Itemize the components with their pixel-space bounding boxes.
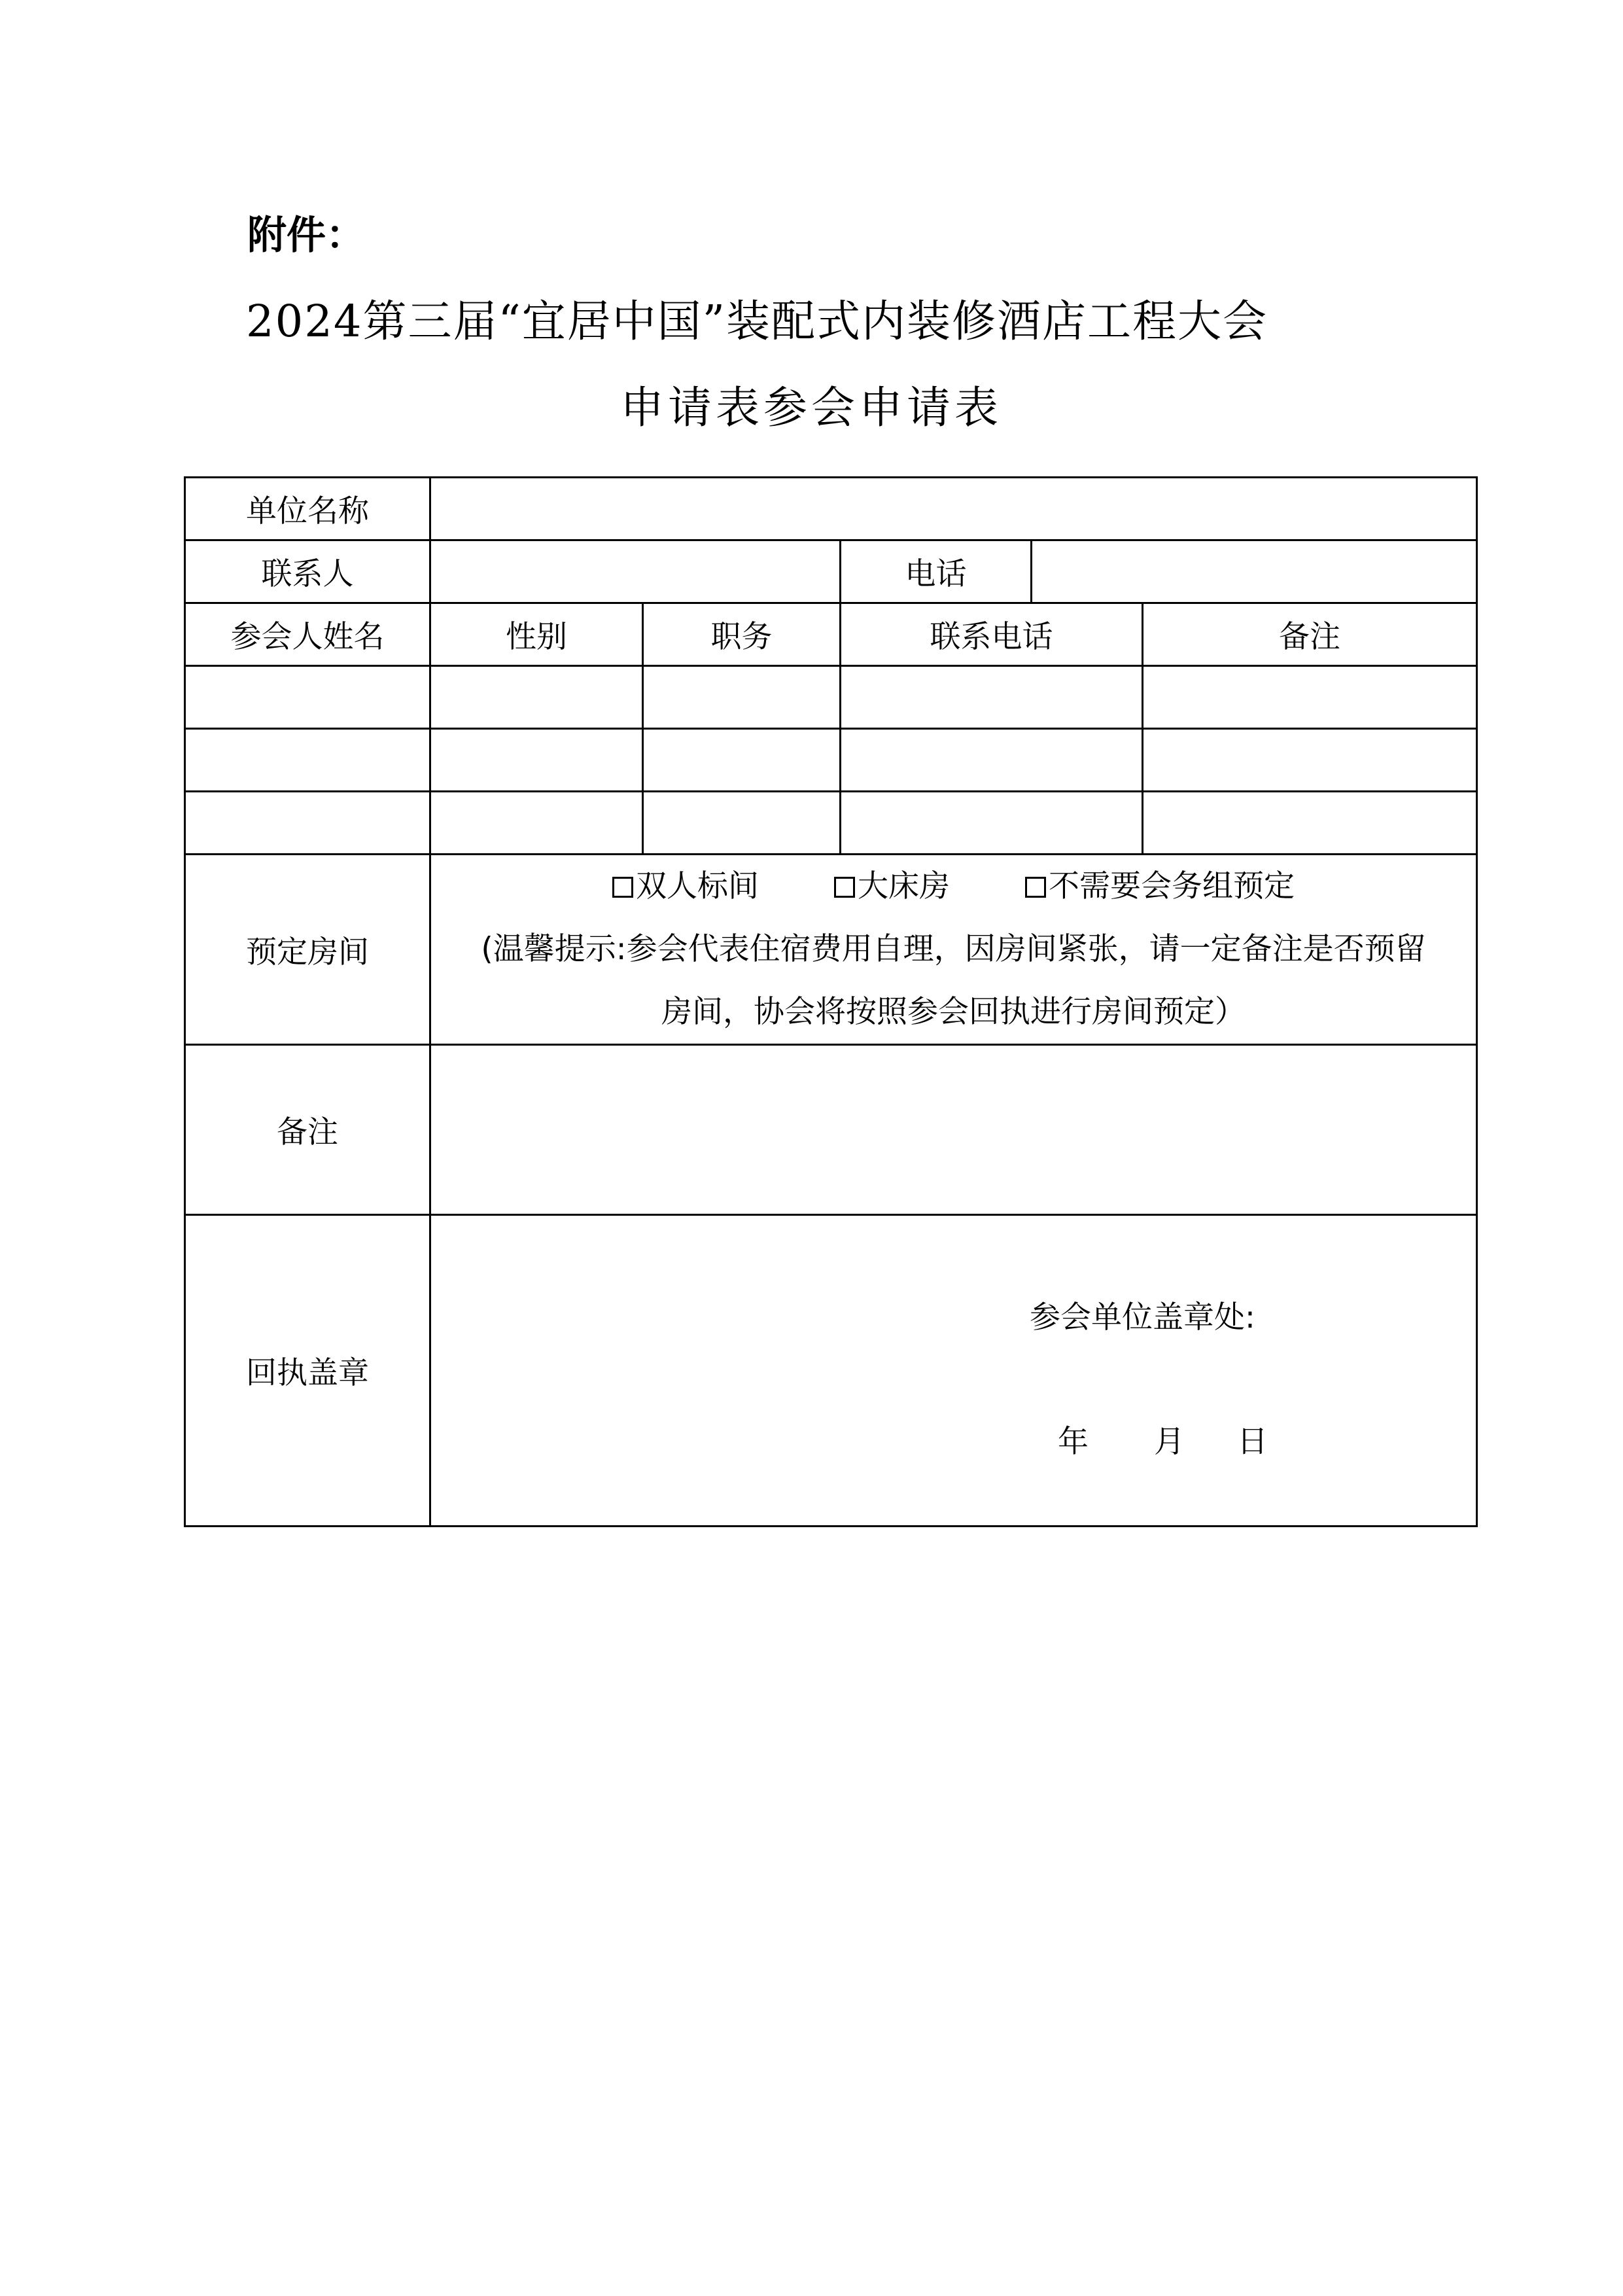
- unit-name-label: 单位名称: [185, 478, 430, 540]
- room-option-none[interactable]: [1025, 868, 1295, 904]
- room-option-twin[interactable]: [612, 868, 759, 904]
- unit-name-field[interactable]: [430, 478, 1477, 540]
- attendee-row: [185, 666, 1477, 729]
- seal-row: [185, 1215, 1477, 1527]
- attendee-phone-field[interactable]: [841, 729, 1143, 792]
- notes-label: 备注: [185, 1045, 430, 1215]
- attendee-remarks-field[interactable]: [1143, 792, 1477, 855]
- notes-field[interactable]: [430, 1045, 1477, 1215]
- seal-date: [1058, 1417, 1268, 1461]
- room-option-none-label: 不需要会务组预定: [1048, 868, 1295, 904]
- attendee-phone-field[interactable]: [841, 666, 1143, 729]
- seal-instruction: 参会单位盖章处:: [1030, 1299, 1255, 1335]
- attendee-gender-field[interactable]: [430, 729, 643, 792]
- contact-label: 联系人: [185, 540, 430, 603]
- contact-row: [185, 540, 1477, 603]
- attendee-gender-field[interactable]: [430, 792, 643, 855]
- room-booking-label: 预定房间: [185, 855, 430, 1045]
- header-contact-phone: 联系电话: [841, 603, 1143, 666]
- form-title-line-2: 申请表参会申请表: [620, 382, 1002, 433]
- room-tip-line-2: 房间，协会将按照参会回执进行房间预定）: [661, 994, 1246, 1030]
- checkbox-icon[interactable]: [612, 877, 633, 898]
- contact-field[interactable]: [430, 540, 841, 603]
- attendee-header-row: [185, 603, 1477, 666]
- date-day-label: 日: [1237, 1424, 1268, 1460]
- header-remarks: 备注: [1143, 603, 1477, 666]
- header-attendee-name: 参会人姓名: [185, 603, 430, 666]
- room-options: [431, 855, 1476, 918]
- attendee-row: [185, 792, 1477, 855]
- seal-area[interactable]: [430, 1215, 1477, 1527]
- checkbox-icon[interactable]: [1025, 877, 1046, 898]
- attendee-name-field[interactable]: [185, 666, 430, 729]
- seal-label: 回执盖章: [185, 1215, 430, 1527]
- date-month-label: 月: [1154, 1424, 1185, 1460]
- form-title-line-1: 2024第三届“宜居中国”装配式内装修酒店工程大会: [246, 296, 1268, 347]
- header-position: 职务: [643, 603, 841, 666]
- notes-row: [185, 1045, 1477, 1215]
- attendee-row: [185, 729, 1477, 792]
- attachment-label: 附件：: [247, 213, 365, 258]
- attendee-gender-field[interactable]: [430, 666, 643, 729]
- attendee-remarks-field[interactable]: [1143, 666, 1477, 729]
- room-booking-row: [185, 855, 1477, 1045]
- attendee-phone-field[interactable]: [841, 792, 1143, 855]
- application-form-table: [184, 476, 1478, 1527]
- date-year-label: 年: [1058, 1424, 1089, 1460]
- room-booking-cell: [430, 855, 1477, 1045]
- attendee-remarks-field[interactable]: [1143, 729, 1477, 792]
- attendee-position-field[interactable]: [643, 729, 841, 792]
- phone-field[interactable]: [1032, 540, 1477, 603]
- room-tip-line-1: (温馨提示:参会代表住宿费用自理，因房间紧张，请一定备注是否预留: [481, 931, 1426, 967]
- attendee-position-field[interactable]: [643, 792, 841, 855]
- attendee-name-field[interactable]: [185, 792, 430, 855]
- room-option-twin-label: 双人标间: [636, 868, 759, 904]
- attendee-position-field[interactable]: [643, 666, 841, 729]
- room-option-king[interactable]: [834, 868, 950, 904]
- attendee-name-field[interactable]: [185, 729, 430, 792]
- phone-label: 电话: [841, 540, 1032, 603]
- room-option-king-label: 大床房: [858, 868, 951, 904]
- header-gender: 性别: [430, 603, 643, 666]
- checkbox-icon[interactable]: [834, 877, 855, 898]
- unit-name-row: [185, 478, 1477, 540]
